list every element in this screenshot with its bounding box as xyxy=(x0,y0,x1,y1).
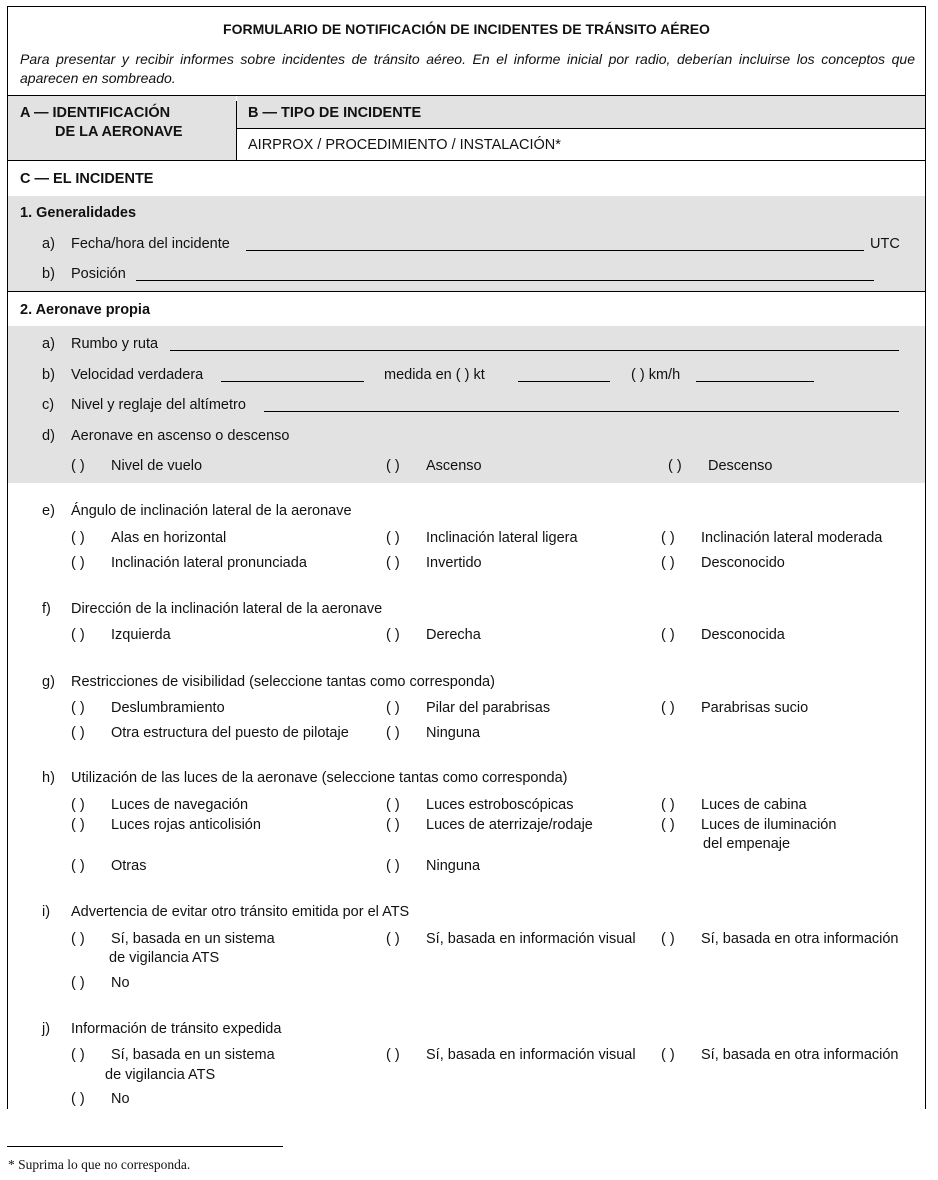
item-letter: i) xyxy=(42,904,51,920)
option-label: Ninguna xyxy=(426,858,481,874)
divider xyxy=(236,101,237,160)
option-label: Luces de aterrizaje/rodaje xyxy=(426,817,593,833)
checkbox[interactable]: ( ) xyxy=(71,817,85,833)
item-letter: c) xyxy=(42,397,55,413)
section-a-title-2: DE LA AERONAVE xyxy=(55,124,183,140)
option-label: Derecha xyxy=(426,627,481,643)
option-label: Sí, basada en un sistema xyxy=(111,1047,275,1063)
level-altimeter-label: Nivel y reglaje del altímetro xyxy=(71,397,246,413)
option-label: Izquierda xyxy=(111,627,171,643)
checkbox[interactable]: ( ) xyxy=(386,627,400,643)
checkbox[interactable]: ( ) xyxy=(661,627,675,643)
option-label: Inclinación lateral ligera xyxy=(426,530,578,546)
form-intro: Para presentar y recibir informes sobre incidentes de tránsito aéreo. En el informe inicial por radio, deberían incluirse los conceptos que aparecen en sombreado. xyxy=(20,51,915,86)
option-label: Parabrisas sucio xyxy=(701,700,809,716)
section-a-title-1: A — IDENTIFICACIÓN xyxy=(20,105,171,121)
position-label: Posición xyxy=(71,266,126,282)
checkbox[interactable]: ( ) xyxy=(386,797,400,813)
incident-report-form xyxy=(7,6,926,1109)
item-letter: d) xyxy=(42,428,55,444)
traffic-info-label: Información de tránsito expedida xyxy=(71,1021,282,1037)
climb-descent-label: Aeronave en ascenso o descenso xyxy=(71,428,290,444)
date-time-field[interactable] xyxy=(246,250,864,251)
option-label: Luces de cabina xyxy=(701,797,807,813)
checkbox[interactable]: ( ) xyxy=(71,555,85,571)
option-label: Ascenso xyxy=(426,458,482,474)
checkbox[interactable]: ( ) xyxy=(386,1047,400,1063)
item-letter: g) xyxy=(42,674,55,690)
item-letter: h) xyxy=(42,770,55,786)
item-letter: e) xyxy=(42,503,55,519)
checkbox[interactable]: ( ) xyxy=(71,458,85,474)
divider xyxy=(236,128,925,129)
option-label: Luces de navegación xyxy=(111,797,249,813)
item-letter: f) xyxy=(42,601,51,617)
checkbox[interactable]: ( ) xyxy=(386,700,400,716)
level-altimeter-field[interactable] xyxy=(264,411,899,412)
footnote-rule xyxy=(7,1146,283,1147)
checkbox[interactable]: ( ) xyxy=(71,530,85,546)
checkbox[interactable]: ( ) xyxy=(71,627,85,643)
utc-label: UTC xyxy=(870,236,900,252)
date-time-label: Fecha/hora del incidente xyxy=(71,236,230,252)
kmh-label: ( ) km/h xyxy=(631,367,681,383)
divider xyxy=(8,291,925,292)
option-label: Desconocido xyxy=(701,555,785,571)
incident-type-value: AIRPROX / PROCEDIMIENTO / INSTALACIÓN* xyxy=(248,137,561,153)
option-label: Invertido xyxy=(426,555,482,571)
general-heading: 1. Generalidades xyxy=(20,205,137,221)
heading-route-label: Rumbo y ruta xyxy=(71,336,159,352)
option-label: Inclinación lateral pronunciada xyxy=(111,555,307,571)
option-label: Luces estroboscópicas xyxy=(426,797,574,813)
true-airspeed-label: Velocidad verdadera xyxy=(71,367,204,383)
heading-route-field[interactable] xyxy=(170,350,899,351)
option-label: Pilar del parabrisas xyxy=(426,700,551,716)
option-label: Luces rojas anticolisión xyxy=(111,817,261,833)
checkbox[interactable]: ( ) xyxy=(71,858,85,874)
checkbox[interactable]: ( ) xyxy=(71,1091,85,1107)
section-b-title: B — TIPO DE INCIDENTE xyxy=(248,105,422,121)
option-label: Deslumbramiento xyxy=(111,700,225,716)
true-airspeed-field[interactable] xyxy=(221,381,364,382)
checkbox[interactable]: ( ) xyxy=(71,975,85,991)
checkbox[interactable]: ( ) xyxy=(386,458,400,474)
checkbox[interactable]: ( ) xyxy=(71,931,85,947)
position-field[interactable] xyxy=(136,280,874,281)
option-label-cont: del empenaje xyxy=(703,836,791,852)
option-label: Inclinación lateral moderada xyxy=(701,530,883,546)
own-aircraft-heading: 2. Aeronave propia xyxy=(20,302,151,318)
checkbox[interactable]: ( ) xyxy=(386,858,400,874)
visibility-restrictions-label: Restricciones de visibilidad (seleccione tantas como corresponda) xyxy=(71,674,495,690)
measured-kt-label: medida en ( ) kt xyxy=(384,367,485,383)
option-label: No xyxy=(111,1091,130,1107)
bank-angle-label: Ángulo de inclinación lateral de la aeronave xyxy=(71,503,352,519)
checkbox[interactable]: ( ) xyxy=(661,797,675,813)
checkbox[interactable]: ( ) xyxy=(661,931,675,947)
item-letter: b) xyxy=(42,367,55,383)
item-letter: a) xyxy=(42,336,55,352)
option-label: Sí, basada en otra información xyxy=(701,931,899,947)
option-label-cont: de vigilancia ATS xyxy=(109,950,220,966)
checkbox[interactable]: ( ) xyxy=(661,1047,675,1063)
checkbox[interactable]: ( ) xyxy=(386,817,400,833)
kmh-field[interactable] xyxy=(696,381,814,382)
checkbox[interactable]: ( ) xyxy=(71,797,85,813)
checkbox[interactable]: ( ) xyxy=(386,725,400,741)
checkbox[interactable]: ( ) xyxy=(661,817,675,833)
option-label: Alas en horizontal xyxy=(111,530,227,546)
option-label: Nivel de vuelo xyxy=(111,458,203,474)
checkbox[interactable]: ( ) xyxy=(386,931,400,947)
bank-direction-label: Dirección de la inclinación lateral de la aeronave xyxy=(71,601,383,617)
checkbox[interactable]: ( ) xyxy=(661,700,675,716)
option-label: Sí, basada en otra información xyxy=(701,1047,899,1063)
option-label: No xyxy=(111,975,130,991)
avoid-advisory-label: Advertencia de evitar otro tránsito emitida por el ATS xyxy=(71,904,410,920)
checkbox[interactable]: ( ) xyxy=(386,555,400,571)
kt-field[interactable] xyxy=(518,381,610,382)
option-label: Desconocida xyxy=(701,627,785,643)
option-label: Sí, basada en información visual xyxy=(426,931,636,947)
checkbox[interactable]: ( ) xyxy=(386,530,400,546)
option-label: Ninguna xyxy=(426,725,481,741)
divider xyxy=(8,160,925,161)
option-label-cont: de vigilancia ATS xyxy=(105,1067,216,1083)
section-c-title: C — EL INCIDENTE xyxy=(20,171,154,187)
checkbox[interactable]: ( ) xyxy=(668,458,682,474)
checkbox[interactable]: ( ) xyxy=(71,700,85,716)
option-label: Sí, basada en un sistema xyxy=(111,931,275,947)
option-label: Otras xyxy=(111,858,147,874)
item-letter: b) xyxy=(42,266,55,282)
option-label: Sí, basada en información visual xyxy=(426,1047,636,1063)
option-label: Luces de iluminación xyxy=(701,817,837,833)
option-label: Descenso xyxy=(708,458,773,474)
checkbox[interactable]: ( ) xyxy=(71,725,85,741)
lights-usage-label: Utilización de las luces de la aeronave (seleccione tantas como corresponda) xyxy=(71,770,568,786)
checkbox[interactable]: ( ) xyxy=(661,555,675,571)
checkbox[interactable]: ( ) xyxy=(661,530,675,546)
item-letter: a) xyxy=(42,236,55,252)
form-title: FORMULARIO DE NOTIFICACIÓN DE INCIDENTES DE TRÁNSITO AÉREO xyxy=(223,21,710,37)
item-letter: j) xyxy=(42,1021,51,1037)
option-label: Otra estructura del puesto de pilotaje xyxy=(111,725,349,741)
footnote: * Suprima lo que no corresponda. xyxy=(8,1157,191,1172)
checkbox[interactable]: ( ) xyxy=(71,1047,85,1063)
